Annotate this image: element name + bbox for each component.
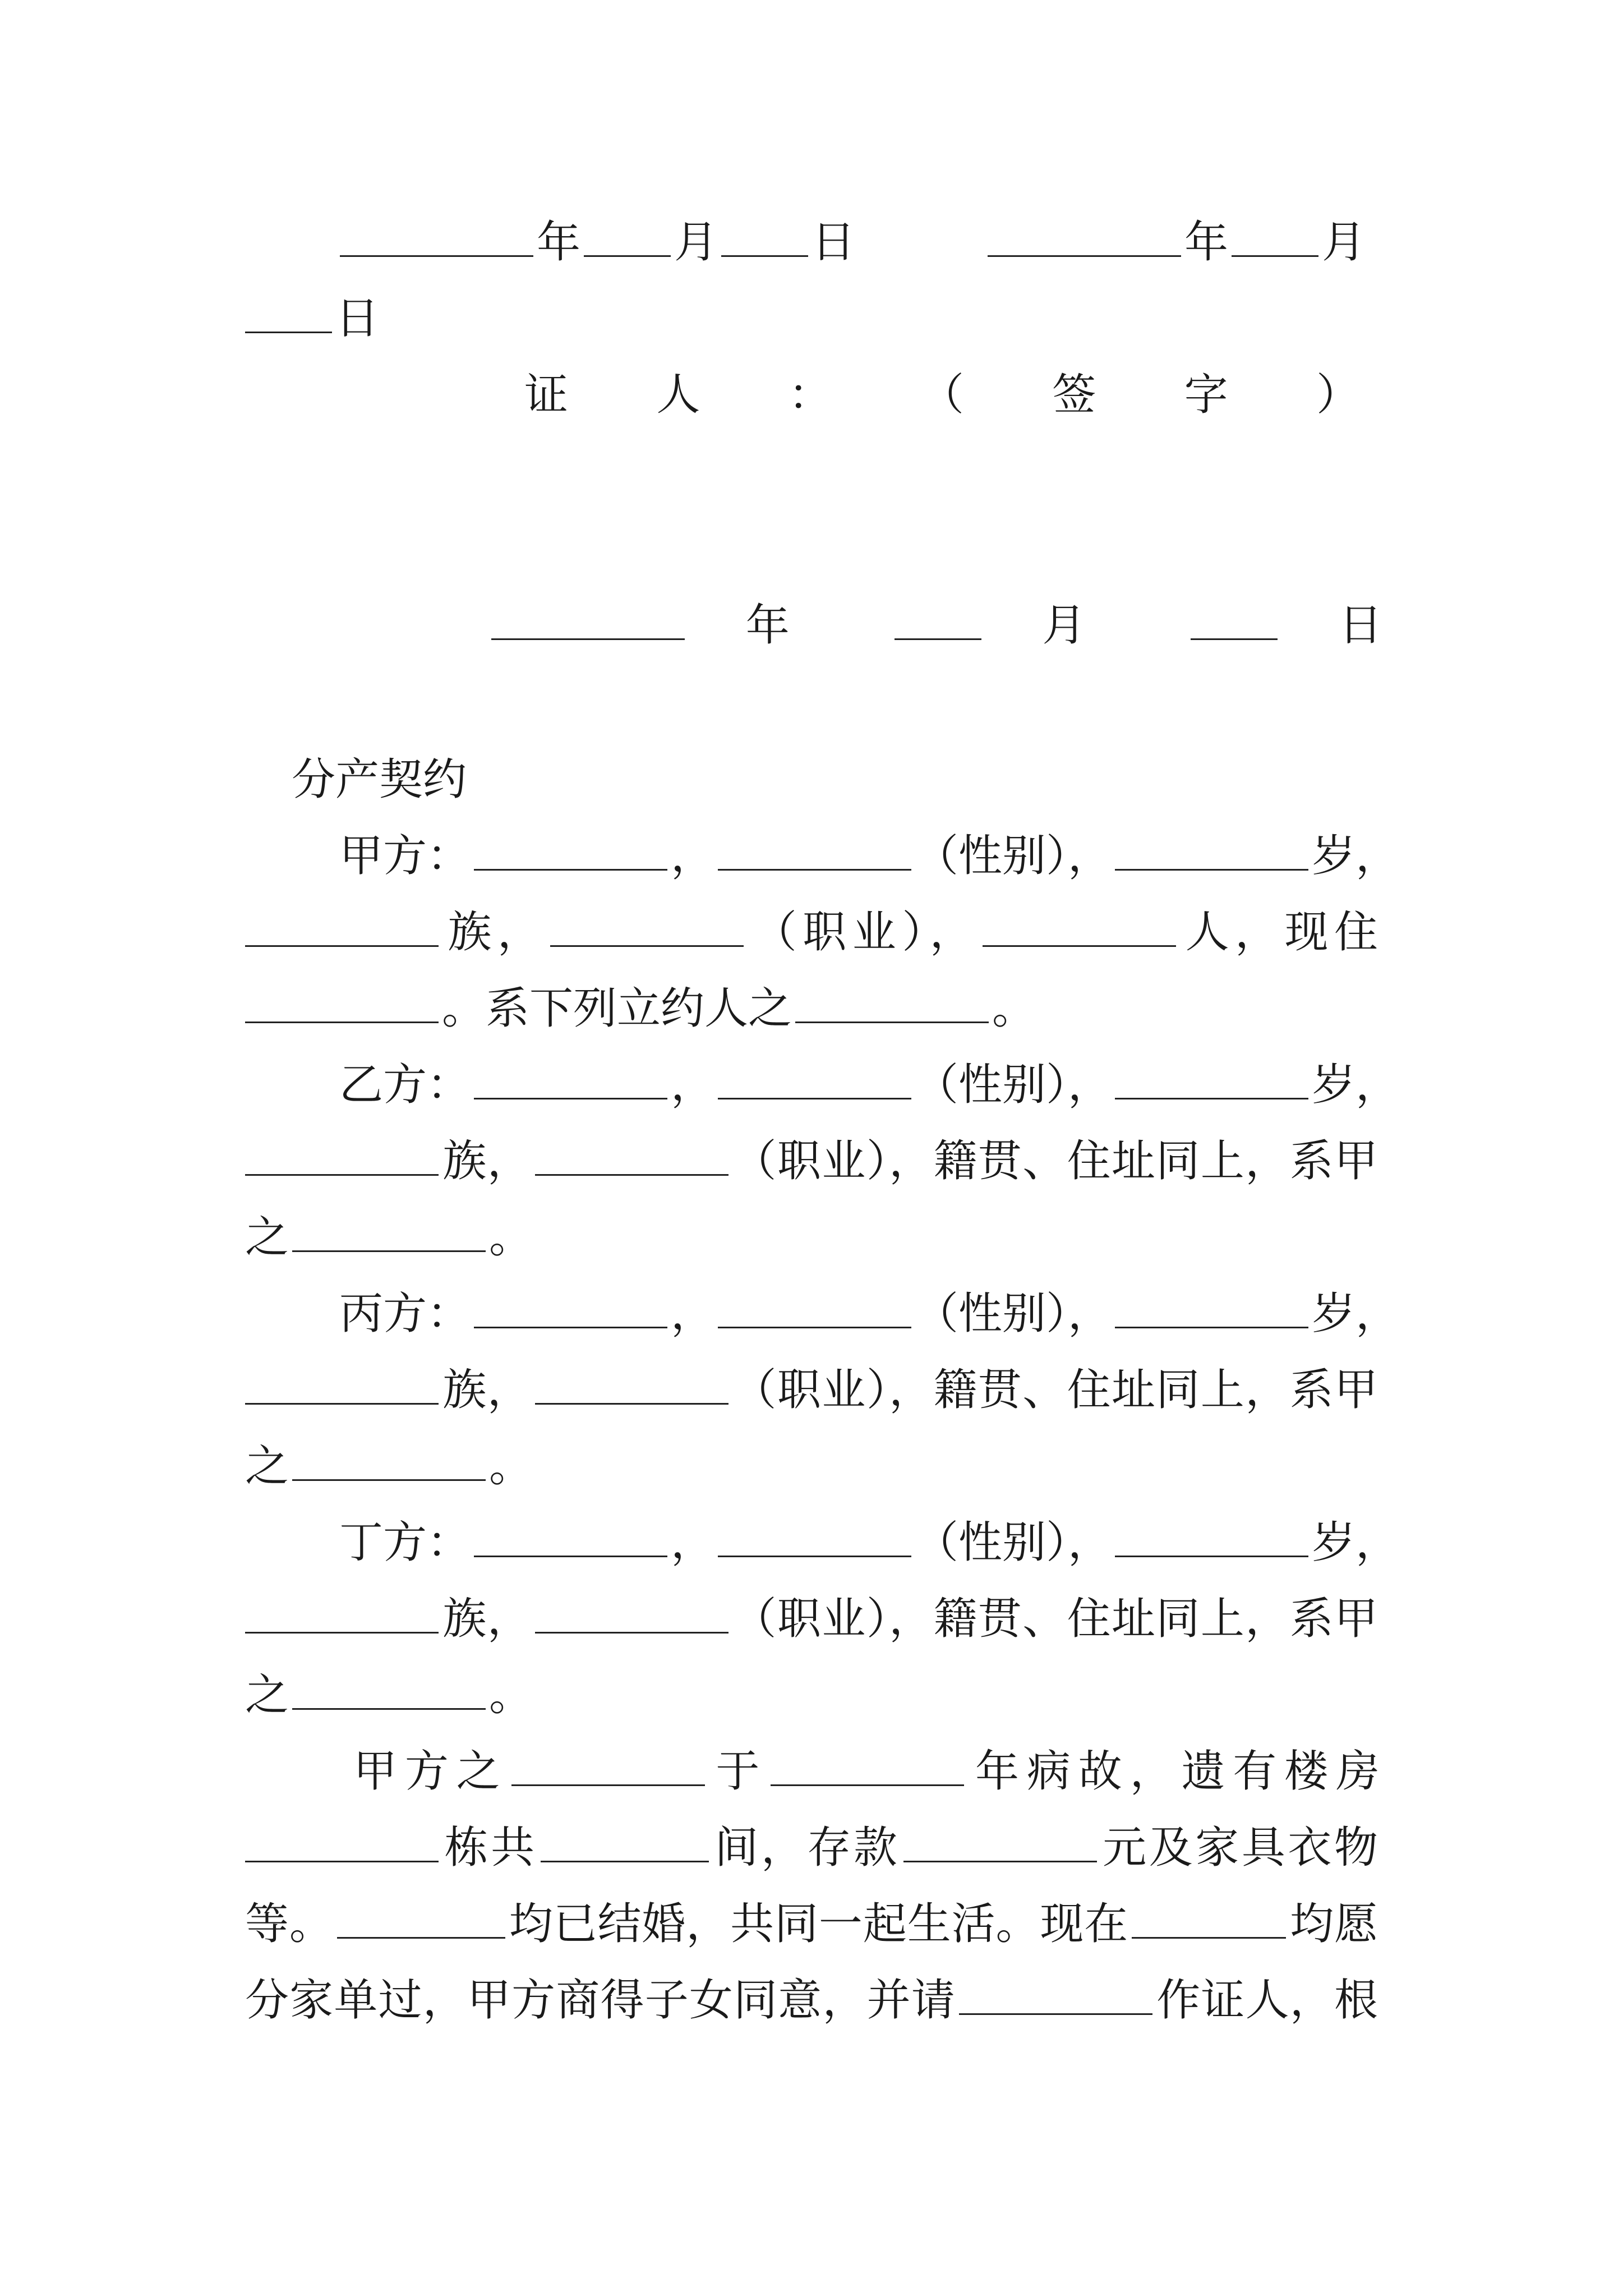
blank-relation [292, 1442, 486, 1481]
body-text: 作证人，根 [1156, 1975, 1378, 2026]
blank-relation [292, 1213, 486, 1252]
age-label: 岁， [1312, 831, 1400, 881]
party-b-label: 乙方： [339, 1060, 471, 1110]
party-a-label: 甲方： [339, 831, 471, 881]
blank-gender [718, 832, 911, 871]
blank-name [474, 1519, 667, 1557]
body-text: 于 [708, 1746, 768, 1797]
blank-name [474, 832, 667, 871]
party-d-line-1 [339, 1515, 1400, 1571]
punct: 。 [992, 983, 1036, 1034]
party-d-label: 丁方： [339, 1517, 471, 1568]
punct: ， [671, 1060, 715, 1110]
age-label: 岁， [1312, 1289, 1400, 1339]
blank-occupation [535, 1595, 728, 1634]
year-label: 年 [745, 600, 833, 651]
blank-ethnicity [245, 1137, 439, 1176]
punct: 。 [489, 1670, 533, 1720]
party-c-line-2 [245, 1362, 1378, 1418]
blank-witness [959, 1976, 1152, 2015]
witness-char: 证 [524, 370, 606, 420]
document-title: 分产契约 [292, 754, 467, 805]
blank-day-3 [1191, 601, 1278, 640]
party-a-line-3 [245, 981, 1378, 1037]
party-c-line-3 [245, 1438, 1378, 1494]
blank-gender [718, 1061, 911, 1099]
blank-occupation [535, 1366, 728, 1405]
blank-occupation [550, 908, 744, 947]
blank-year-3 [491, 601, 685, 640]
day-label: 日 [1338, 600, 1382, 651]
blank-month-1 [584, 218, 671, 257]
blank-occupation [535, 1137, 728, 1176]
year-label: 年 [537, 217, 581, 268]
body-text: 分家单过，甲方商得子女同意，并请 [245, 1975, 956, 2026]
party-b-line-1 [339, 1057, 1400, 1113]
blank-age [1115, 1519, 1308, 1557]
month-label: 月 [674, 217, 718, 268]
blank-relation [292, 1671, 486, 1710]
witness-char: 人 [656, 370, 737, 420]
month-label: 月 [1322, 217, 1366, 268]
residence-label: 人，现住 [1179, 907, 1378, 958]
party-c-line-1 [339, 1286, 1400, 1342]
blank-building-count [245, 1824, 439, 1862]
party-a-line-1 [339, 828, 1400, 884]
age-label: 岁， [1312, 1517, 1400, 1568]
blank-year-1 [340, 218, 533, 257]
blank-day-2 [245, 295, 332, 333]
blank-ethnicity [245, 908, 439, 947]
day-label: 日 [811, 217, 856, 268]
relation-label: 之 [245, 1670, 289, 1720]
ethnic-label: 族， [442, 907, 547, 958]
occupation-label: （职业），籍贯、住址同上，系甲 [732, 1365, 1378, 1415]
year-label: 年 [1184, 217, 1229, 268]
blank-gender [718, 1519, 911, 1557]
blank-year-2 [988, 218, 1181, 257]
gender-label: （性别）， [915, 1060, 1112, 1110]
body-text: 间，存款 [712, 1823, 900, 1873]
blank-parties [1132, 1900, 1286, 1939]
blank-month-3 [895, 601, 981, 640]
ethnic-label: 族， [442, 1365, 532, 1415]
gender-label: （性别）， [915, 1289, 1112, 1339]
relation-label: 之 [245, 1441, 289, 1492]
relation-label: 之 [245, 1212, 289, 1263]
party-d-line-2 [245, 1591, 1378, 1647]
blank-deceased [511, 1747, 705, 1786]
occupation-label: （职业）， [747, 907, 980, 958]
blank-address [245, 984, 439, 1023]
punct: ， [671, 1517, 715, 1568]
blank-age [1115, 1061, 1308, 1099]
blank-gender [718, 1290, 911, 1328]
body-text: 等。 [245, 1899, 334, 1949]
blank-ethnicity [245, 1595, 439, 1634]
occupation-label: （职业），籍贯、住址同上，系甲 [732, 1594, 1378, 1644]
body-text: 均已结婚，共同一起生活。现在 [508, 1899, 1129, 1949]
age-label: 岁， [1312, 1060, 1400, 1110]
ethnic-label: 族， [442, 1136, 532, 1186]
party-b-line-2 [245, 1133, 1378, 1189]
day-label: 日 [335, 293, 380, 344]
punct: ， [671, 1289, 715, 1339]
witness-char: 签 [1052, 370, 1133, 420]
body-text: 年病故，遗有楼房 [967, 1746, 1380, 1797]
blank-ethnicity [245, 1366, 439, 1405]
body-line-1 [353, 1743, 1380, 1800]
ethnic-label: 族， [442, 1594, 532, 1644]
blank-age [1115, 832, 1308, 871]
blank-origin [983, 908, 1176, 947]
body-text: 栋共 [442, 1823, 537, 1873]
body-line-3 [245, 1896, 1378, 1952]
punct: 。 [489, 1441, 533, 1492]
witness-date-row [488, 597, 1382, 654]
signature-date-row-cont [245, 291, 1378, 347]
blank-married-persons [337, 1900, 505, 1939]
witness-char: 字 [1184, 370, 1265, 420]
gender-label: （性别）， [915, 831, 1112, 881]
punct: ， [671, 831, 715, 881]
party-c-label: 丙方： [339, 1289, 471, 1339]
month-label: 月 [1042, 600, 1130, 651]
body-line-2 [245, 1820, 1378, 1876]
body-line-4 [245, 1972, 1378, 2028]
blank-room-count [541, 1824, 709, 1862]
witness-char: ） [1316, 370, 1360, 420]
relation-label: 。系下列立约人之 [442, 983, 792, 1034]
blank-death-year [771, 1747, 964, 1786]
gender-label: （性别）， [915, 1517, 1112, 1568]
witness-signature-line [524, 367, 1360, 423]
signature-date-row [336, 214, 1380, 270]
party-d-line-3 [245, 1667, 1378, 1723]
party-a-line-2 [245, 904, 1378, 960]
blank-name [474, 1290, 667, 1328]
punct: 。 [489, 1212, 533, 1263]
witness-char: ： [788, 370, 869, 420]
blank-age [1115, 1290, 1308, 1328]
occupation-label: （职业），籍贯、住址同上，系甲 [732, 1136, 1378, 1186]
body-text: 甲方之 [353, 1746, 508, 1797]
blank-relation [795, 984, 989, 1023]
blank-deposit [903, 1824, 1097, 1862]
blank-name [474, 1061, 667, 1099]
body-text: 元及家具衣物 [1100, 1823, 1378, 1873]
body-text: 均愿 [1289, 1899, 1378, 1949]
blank-day-1 [721, 218, 808, 257]
witness-char: （ [920, 370, 1002, 420]
blank-month-2 [1232, 218, 1318, 257]
party-b-line-3 [245, 1209, 1378, 1266]
